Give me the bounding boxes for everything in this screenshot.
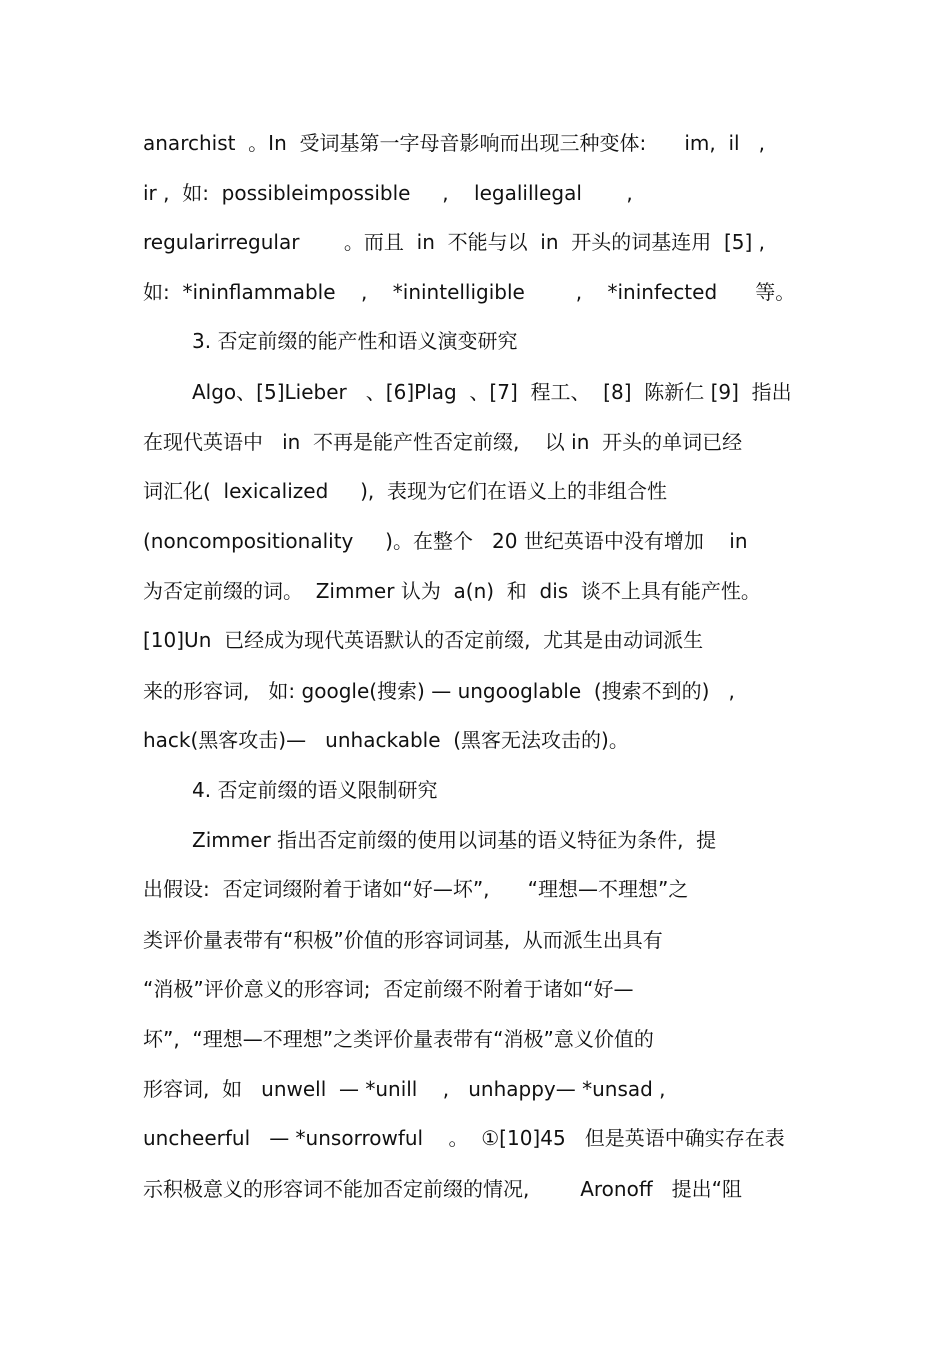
text-line: 坏”, “理想—不理想”之类评价量表带有“消极”意义价值的 (143, 1027, 654, 1051)
text-line: “消极”评价意义的形容词; 否定前缀不附着于诸如“好— (143, 977, 634, 1001)
text-line: 来的形容词, 如: google(搜索) — ungooglable (搜索不到的) , (143, 679, 735, 703)
section-heading: 3. 否定前缀的能产性和语义演变研究 (192, 329, 518, 353)
text-line: hack(黑客攻击)— unhackable (黑客无法攻击的)。 (143, 728, 629, 752)
section-heading: 4. 否定前缀的语义限制研究 (192, 778, 438, 802)
text-line: 如: *ininflammable , *inintelligible , *ininfected 等。 (143, 280, 796, 304)
text-line: 为否定前缀的词。 Zimmer 认为 a(n) 和 dis 谈不上具有能产性。 (143, 579, 761, 603)
text-line: regularirregular 。而且 in 不能与以 in 开头的词基连用 [5] , (143, 230, 766, 254)
text-line: 在现代英语中 in 不再是能产性否定前缀, 以 in 开头的单词已经 (143, 430, 743, 454)
text-line: [10]Un 已经成为现代英语默认的否定前缀, 尤其是由动词派生 (143, 628, 704, 652)
text-line: ir , 如: possibleimpossible , legalillegal , (143, 181, 633, 205)
text-line: anarchist 。In 受词基第一字母音影响而出现三种变体: im, il , (143, 131, 766, 155)
text-line: (noncompositionality )。在整个 20 世纪英语中没有增加 in (143, 529, 748, 553)
text-line: 出假设: 否定词缀附着于诸如“好—坏”, “理想—不理想”之 (143, 877, 689, 901)
text-line: 形容词, 如 unwell — *unill , unhappy— *unsad , (143, 1077, 666, 1101)
text-line: uncheerful — *unsorrowful 。 ①[10]45 但是英语中确实存在表 (143, 1126, 785, 1150)
text-line: 词汇化( lexicalized ), 表现为它们在语义上的非组合性 (143, 479, 667, 503)
text-line: 示积极意义的形容词不能加否定前缀的情况, Aronoff 提出“阻 (143, 1177, 743, 1201)
text-line: 类评价量表带有“积极”价值的形容词词基, 从而派生出具有 (143, 928, 663, 952)
text-line: Zimmer 指出否定前缀的使用以词基的语义特征为条件, 提 (192, 828, 717, 852)
text-line: Algo、[5]Lieber 、[6]Plag 、[7] 程工、 [8] 陈新仁 [9] 指出 (192, 380, 792, 404)
